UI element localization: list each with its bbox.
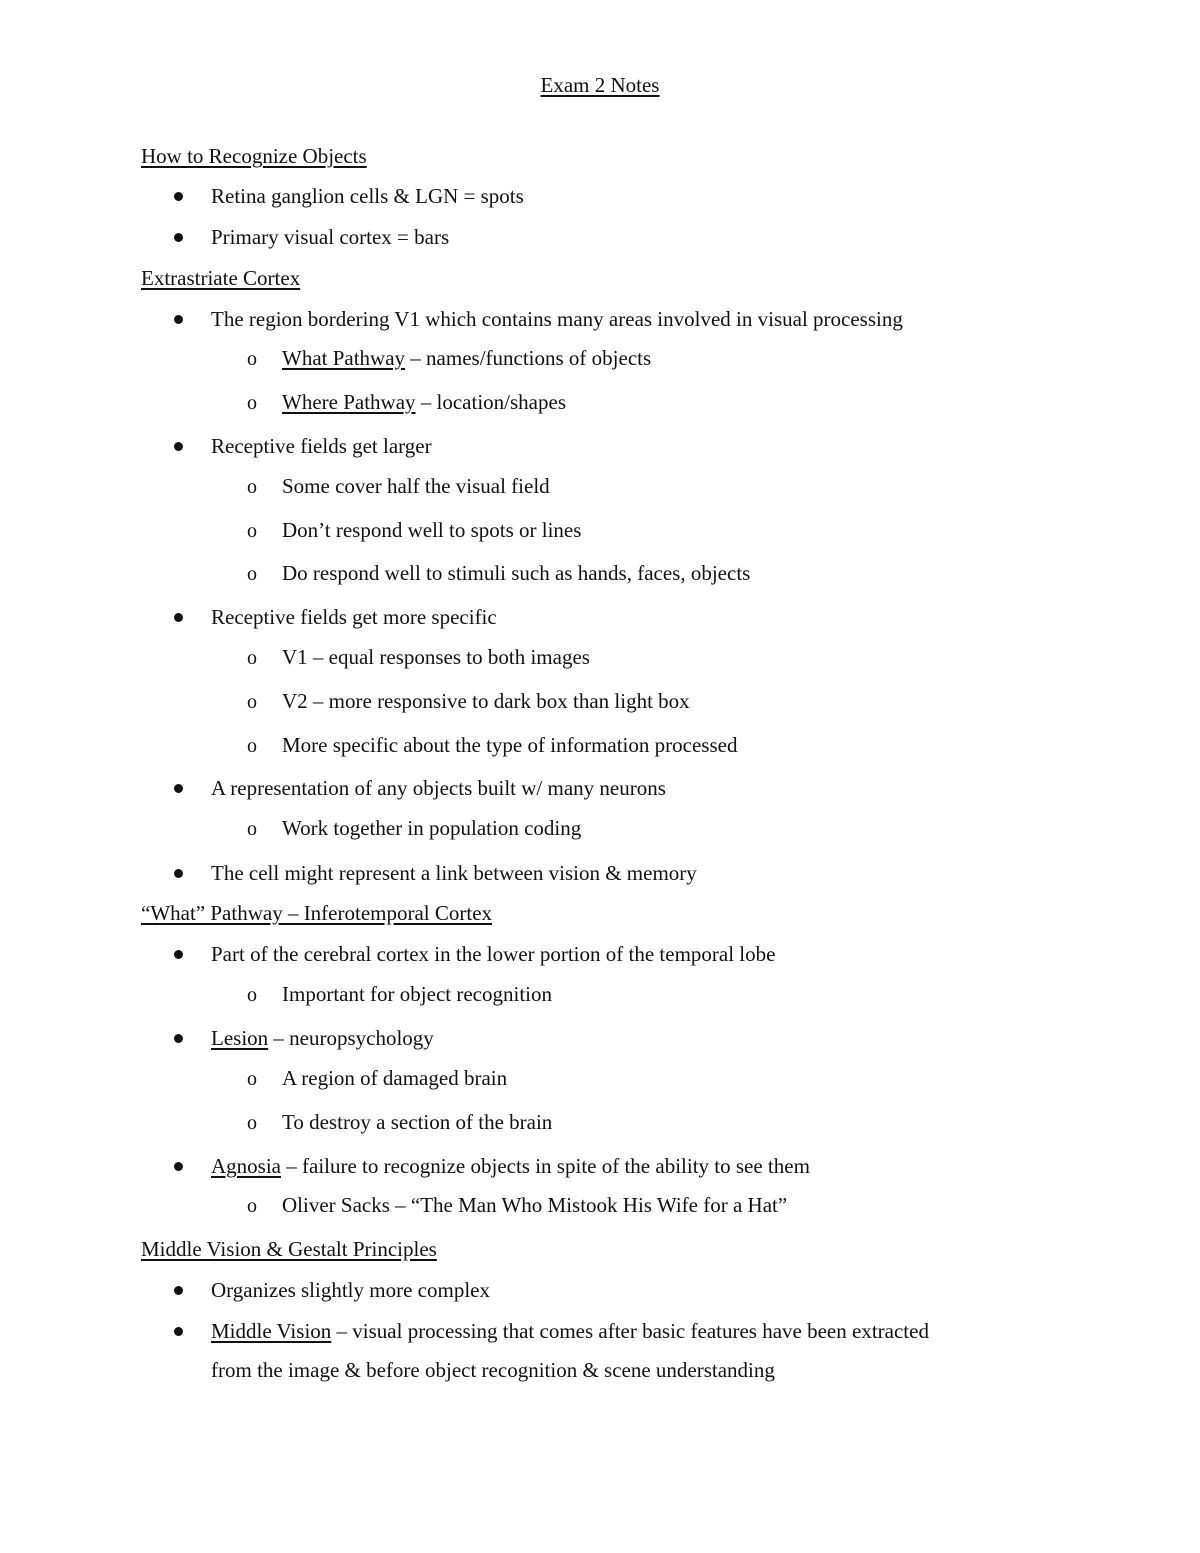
list-item: Receptive fields get larger bbox=[211, 434, 432, 458]
sub-bullet-marker: o bbox=[247, 392, 257, 414]
list-item: Receptive fields get more specific bbox=[211, 605, 497, 629]
sub-bullet-marker: o bbox=[247, 1112, 257, 1134]
sub-bullet-marker: o bbox=[247, 1195, 257, 1217]
bullet-dot bbox=[174, 315, 183, 324]
sub-bullet-marker: o bbox=[247, 348, 257, 370]
section-heading: Middle Vision & Gestalt Principles bbox=[141, 1237, 437, 1261]
bullet-dot bbox=[174, 1162, 183, 1171]
sub-bullet-marker: o bbox=[247, 984, 257, 1006]
term: Lesion bbox=[211, 1026, 269, 1050]
bullet-dot bbox=[174, 1327, 183, 1336]
term: Agnosia bbox=[211, 1154, 281, 1178]
definition: – visual processing that comes after basic features have been extracted bbox=[331, 1319, 929, 1343]
list-item bbox=[211, 1318, 929, 1344]
term: Middle Vision bbox=[211, 1319, 332, 1343]
sub-bullet-marker: o bbox=[247, 1068, 257, 1090]
list-item: Organizes slightly more complex bbox=[211, 1278, 490, 1302]
sub-bullet-marker: o bbox=[247, 476, 257, 498]
list-item: A representation of any objects built w/ many neurons bbox=[211, 776, 666, 800]
bullet-dot bbox=[174, 233, 183, 242]
bullet-dot bbox=[174, 192, 183, 201]
sub-list-item: Important for object recognition bbox=[282, 982, 552, 1006]
bullet-dot bbox=[174, 613, 183, 622]
page-title: Exam 2 Notes bbox=[540, 73, 660, 97]
sub-bullet-marker: o bbox=[247, 520, 257, 542]
list-item: Retina ganglion cells & LGN = spots bbox=[211, 184, 524, 208]
section-heading: How to Recognize Objects bbox=[141, 144, 367, 168]
sub-list-item: V1 – equal responses to both images bbox=[282, 645, 590, 669]
list-item bbox=[211, 1153, 810, 1179]
list-item: The cell might represent a link between vision & memory bbox=[211, 861, 697, 885]
bullet-dot bbox=[174, 1286, 183, 1295]
sub-list-item: Work together in population coding bbox=[282, 816, 582, 840]
list-item bbox=[211, 1025, 434, 1051]
bullet-dot bbox=[174, 869, 183, 878]
sub-bullet-marker: o bbox=[247, 691, 257, 713]
sub-list-item: More specific about the type of information processed bbox=[282, 733, 738, 757]
section-heading: “What” Pathway – Inferotemporal Cortex bbox=[141, 901, 493, 925]
sub-list-item: V2 – more responsive to dark box than light box bbox=[282, 689, 690, 713]
sub-list-item: Oliver Sacks – “The Man Who Mistook His Wife for a Hat” bbox=[282, 1193, 788, 1217]
sub-list-item: Do respond well to stimuli such as hands, faces, objects bbox=[282, 561, 751, 585]
sub-bullet-marker: o bbox=[247, 647, 257, 669]
term: What Pathway bbox=[282, 346, 406, 370]
bullet-dot bbox=[174, 784, 183, 793]
sub-bullet-marker: o bbox=[247, 818, 257, 840]
list-item-continuation: from the image & before object recognition & scene understanding bbox=[211, 1358, 775, 1382]
bullet-dot bbox=[174, 442, 183, 451]
definition: – names/functions of objects bbox=[405, 346, 652, 370]
sub-list-item bbox=[282, 345, 651, 371]
term: Where Pathway bbox=[282, 390, 416, 414]
definition: – failure to recognize objects in spite of the ability to see them bbox=[281, 1154, 810, 1178]
list-item: Part of the cerebral cortex in the lower portion of the temporal lobe bbox=[211, 942, 776, 966]
section-heading: Extrastriate Cortex bbox=[141, 266, 301, 290]
definition: – location/shapes bbox=[415, 390, 566, 414]
sub-bullet-marker: o bbox=[247, 735, 257, 757]
bullet-dot bbox=[174, 950, 183, 959]
list-item: The region bordering V1 which contains many areas involved in visual processing bbox=[211, 307, 903, 331]
definition: – neuropsychology bbox=[268, 1026, 434, 1050]
sub-list-item: A region of damaged brain bbox=[282, 1066, 508, 1090]
bullet-dot bbox=[174, 1034, 183, 1043]
list-item: Primary visual cortex = bars bbox=[211, 225, 450, 249]
sub-list-item bbox=[282, 389, 566, 415]
sub-list-item: Don’t respond well to spots or lines bbox=[282, 518, 582, 542]
sub-list-item: To destroy a section of the brain bbox=[282, 1110, 553, 1134]
sub-bullet-marker: o bbox=[247, 563, 257, 585]
sub-list-item: Some cover half the visual field bbox=[282, 474, 550, 498]
